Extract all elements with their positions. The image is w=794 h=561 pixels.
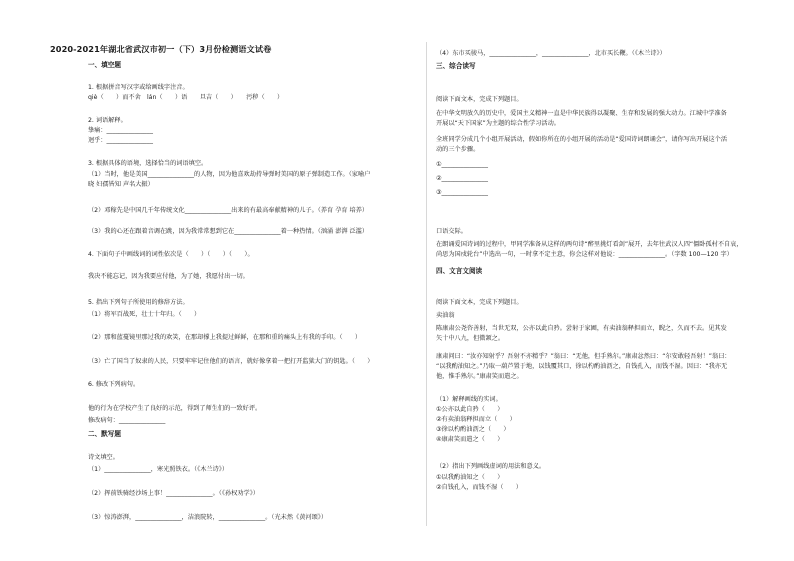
classical-paragraph-2b: “以我酌油知之。”乃取一葫芦置于地，以钱覆其口，徐以杓酌油沥之，自钱孔入，而钱不湿。因曰：“我亦无 [436, 363, 728, 370]
question-4-sentence: 我决不能忘记，因为我要应付他，为了她，我愿付出一切。 [88, 273, 249, 280]
question-2: 2. 词语解释。 [88, 117, 127, 124]
reading-paragraph-1a: 在中华文明放久的历史中，爱国主义精神一直是中华民族得以凝聚、生存和发展的强大动力。江城中学准备 [436, 110, 727, 117]
classical-title: 卖油翁 [436, 312, 455, 319]
dictation-1: （1）_______________，寒光照铁衣。（《木兰诗》） [88, 466, 229, 473]
step-1: ①_______________ [436, 161, 488, 168]
classical-q1-4: ④康肃笑而遣之（ ） [436, 436, 504, 443]
right-column [436, 0, 776, 561]
classical-intro: 阅读下面文本，完成下列题目。 [436, 299, 523, 306]
classical-q1: （1）解释画线的实词。 [436, 396, 502, 403]
oral-text-a: 在朗诵爱国诗词的过程中，甲同学准备从这样的两句诗“醉里挑灯看剑”展开，去年往武汉人四“僵卧孤村不自哀， [436, 241, 743, 248]
question-5-3: （3）亡了国当了奴隶的人民，只要牢牢记住他们的语言，就好像拿着一把打开监狱大门的钥匙。（ ） [88, 358, 374, 365]
classical-paragraph-2a: 康肃问曰：“汝亦知射乎？吾射不亦精乎？”翁曰：“无他，但手熟尔。”康肃忿然曰：“尔安敢轻吾射！”翁曰： [436, 353, 731, 360]
classical-paragraph-1b: 矢十中八九，但微颔之。 [436, 335, 505, 342]
step-3: ③_______________ [436, 189, 488, 196]
question-3-2: （2）邓稼先是中国几千年传统文化_______________出来的有最高奉献精神的儿子。（养育 孕育 培养） [88, 207, 369, 214]
section-heading-classical: 四、文言文阅读 [436, 267, 483, 275]
reading-intro: 阅读下面文本，完成下列题目。 [436, 96, 523, 103]
question-4: 4. 下面句子中画线词的词性依次是（ ）（ ）（ ）。 [88, 251, 254, 258]
question-2-b: 迥乎：_______________ [88, 137, 153, 144]
question-3-1b: 晓 妇孺皆知 声名大振） [88, 181, 154, 188]
question-2-a: 挚痛：_______________ [88, 127, 153, 134]
question-5: 5. 指出下列句子所使用的修辞方法。 [88, 299, 189, 306]
classical-q2: （2）指出下列画线虚词的用法和意义。 [436, 463, 546, 470]
classical-q2-2: ②自钱孔入，而钱不湿（ ） [436, 484, 522, 491]
question-6-sentence: 他的行为在学校产生了良好的示范，得到了师生们的一致好评。 [88, 405, 262, 412]
question-1: 1. 根据拼音写汉字或给画线字注音。 [88, 84, 189, 91]
classical-q1-3: ③徐以杓酌油沥之（ ） [436, 426, 510, 433]
oral-text-b: 尚思为国戍轮台”中选出一句，一时拿不定主意，你会这样对他说：_______________。（字数 100—120 字） [436, 251, 733, 258]
question-6-fix: 修改病句：_______________ [88, 417, 166, 424]
reading-paragraph-2a: 全班同学分成几个小组开展活动，假如你所在的小组开展的活动是“爱国诗词朗诵会”，请你写出开展这个活 [436, 136, 728, 143]
question-3: 3. 根据具体的语境，选择恰当的词语填空。 [88, 160, 208, 167]
left-column [88, 0, 388, 561]
column-divider [426, 42, 427, 526]
dictation-4: （4）东市买骏马，_______________，_______________，北市买长鞭。（《木兰诗》） [436, 50, 666, 57]
question-5-1: （1）将军百战死，壮士十年归。（ ） [88, 311, 201, 318]
question-3-3: （3）我的心还在跟着音调在跳，因为我常常想到它在_______________着一种热情。（汹涌 澎湃 泛滥） [88, 228, 369, 235]
section-heading-dictation: 二、默写题 [88, 430, 121, 438]
classical-q1-1: ①公亦以此自矜（ ） [436, 406, 504, 413]
question-5-2: （2）那和蓝蔓镜里那过我的欢笑，在那却撑上我提过鲜鲜，在那和重的痛头上有我的手印。（ ） [88, 334, 362, 341]
dictation-3: （3）惊涛澎湃，_______________，洁浪院转，_______________。（光未然《黄河颂》） [88, 514, 328, 521]
section-heading-fill: 一、填空题 [88, 61, 121, 69]
question-3-1: （1）当时，他是美国_______________的人物，因为他喜欢劫持导弹时美国的原子弹制造工作。（家喻户 [88, 171, 371, 178]
dictation-2: （2）挥前铁骑经沙场上事！_______________。（《孙权劝学》） [88, 490, 259, 497]
reading-paragraph-1b: 开展以“天下国家”为主题的综合性学习活动。 [436, 120, 560, 127]
page-title: 2020-2021年湖北省武汉市初一（下）3月份检测语文试卷 [50, 44, 272, 54]
classical-paragraph-1a: 陈康肃公尧咨善射，当世无双，公亦以此自矜。尝射于家圃，有卖油翁释担而立，睨之，久而不去。见其发 [436, 325, 727, 332]
section-heading-comprehensive: 三、综合读写 [436, 62, 476, 70]
reading-paragraph-2b: 动的三个步骤。 [436, 146, 480, 153]
classical-paragraph-2c: 他，惟手熟尔。”康肃笑而遣之。 [436, 373, 523, 380]
question-1-line: qiè（ ）而不舍 lán（ ）语 旦吉（ ） 污秽（ ） [88, 94, 284, 101]
dictation-intro: 诗文填空。 [88, 454, 119, 461]
classical-q1-2: ②有卖油翁释担而立（ ） [436, 416, 516, 423]
question-6: 6. 修改下列病句。 [88, 381, 140, 388]
classical-q2-1: ①以我酌油知之（ ） [436, 474, 504, 481]
step-2: ②_______________ [436, 175, 488, 182]
oral-heading: 口语交际。 [436, 228, 467, 235]
